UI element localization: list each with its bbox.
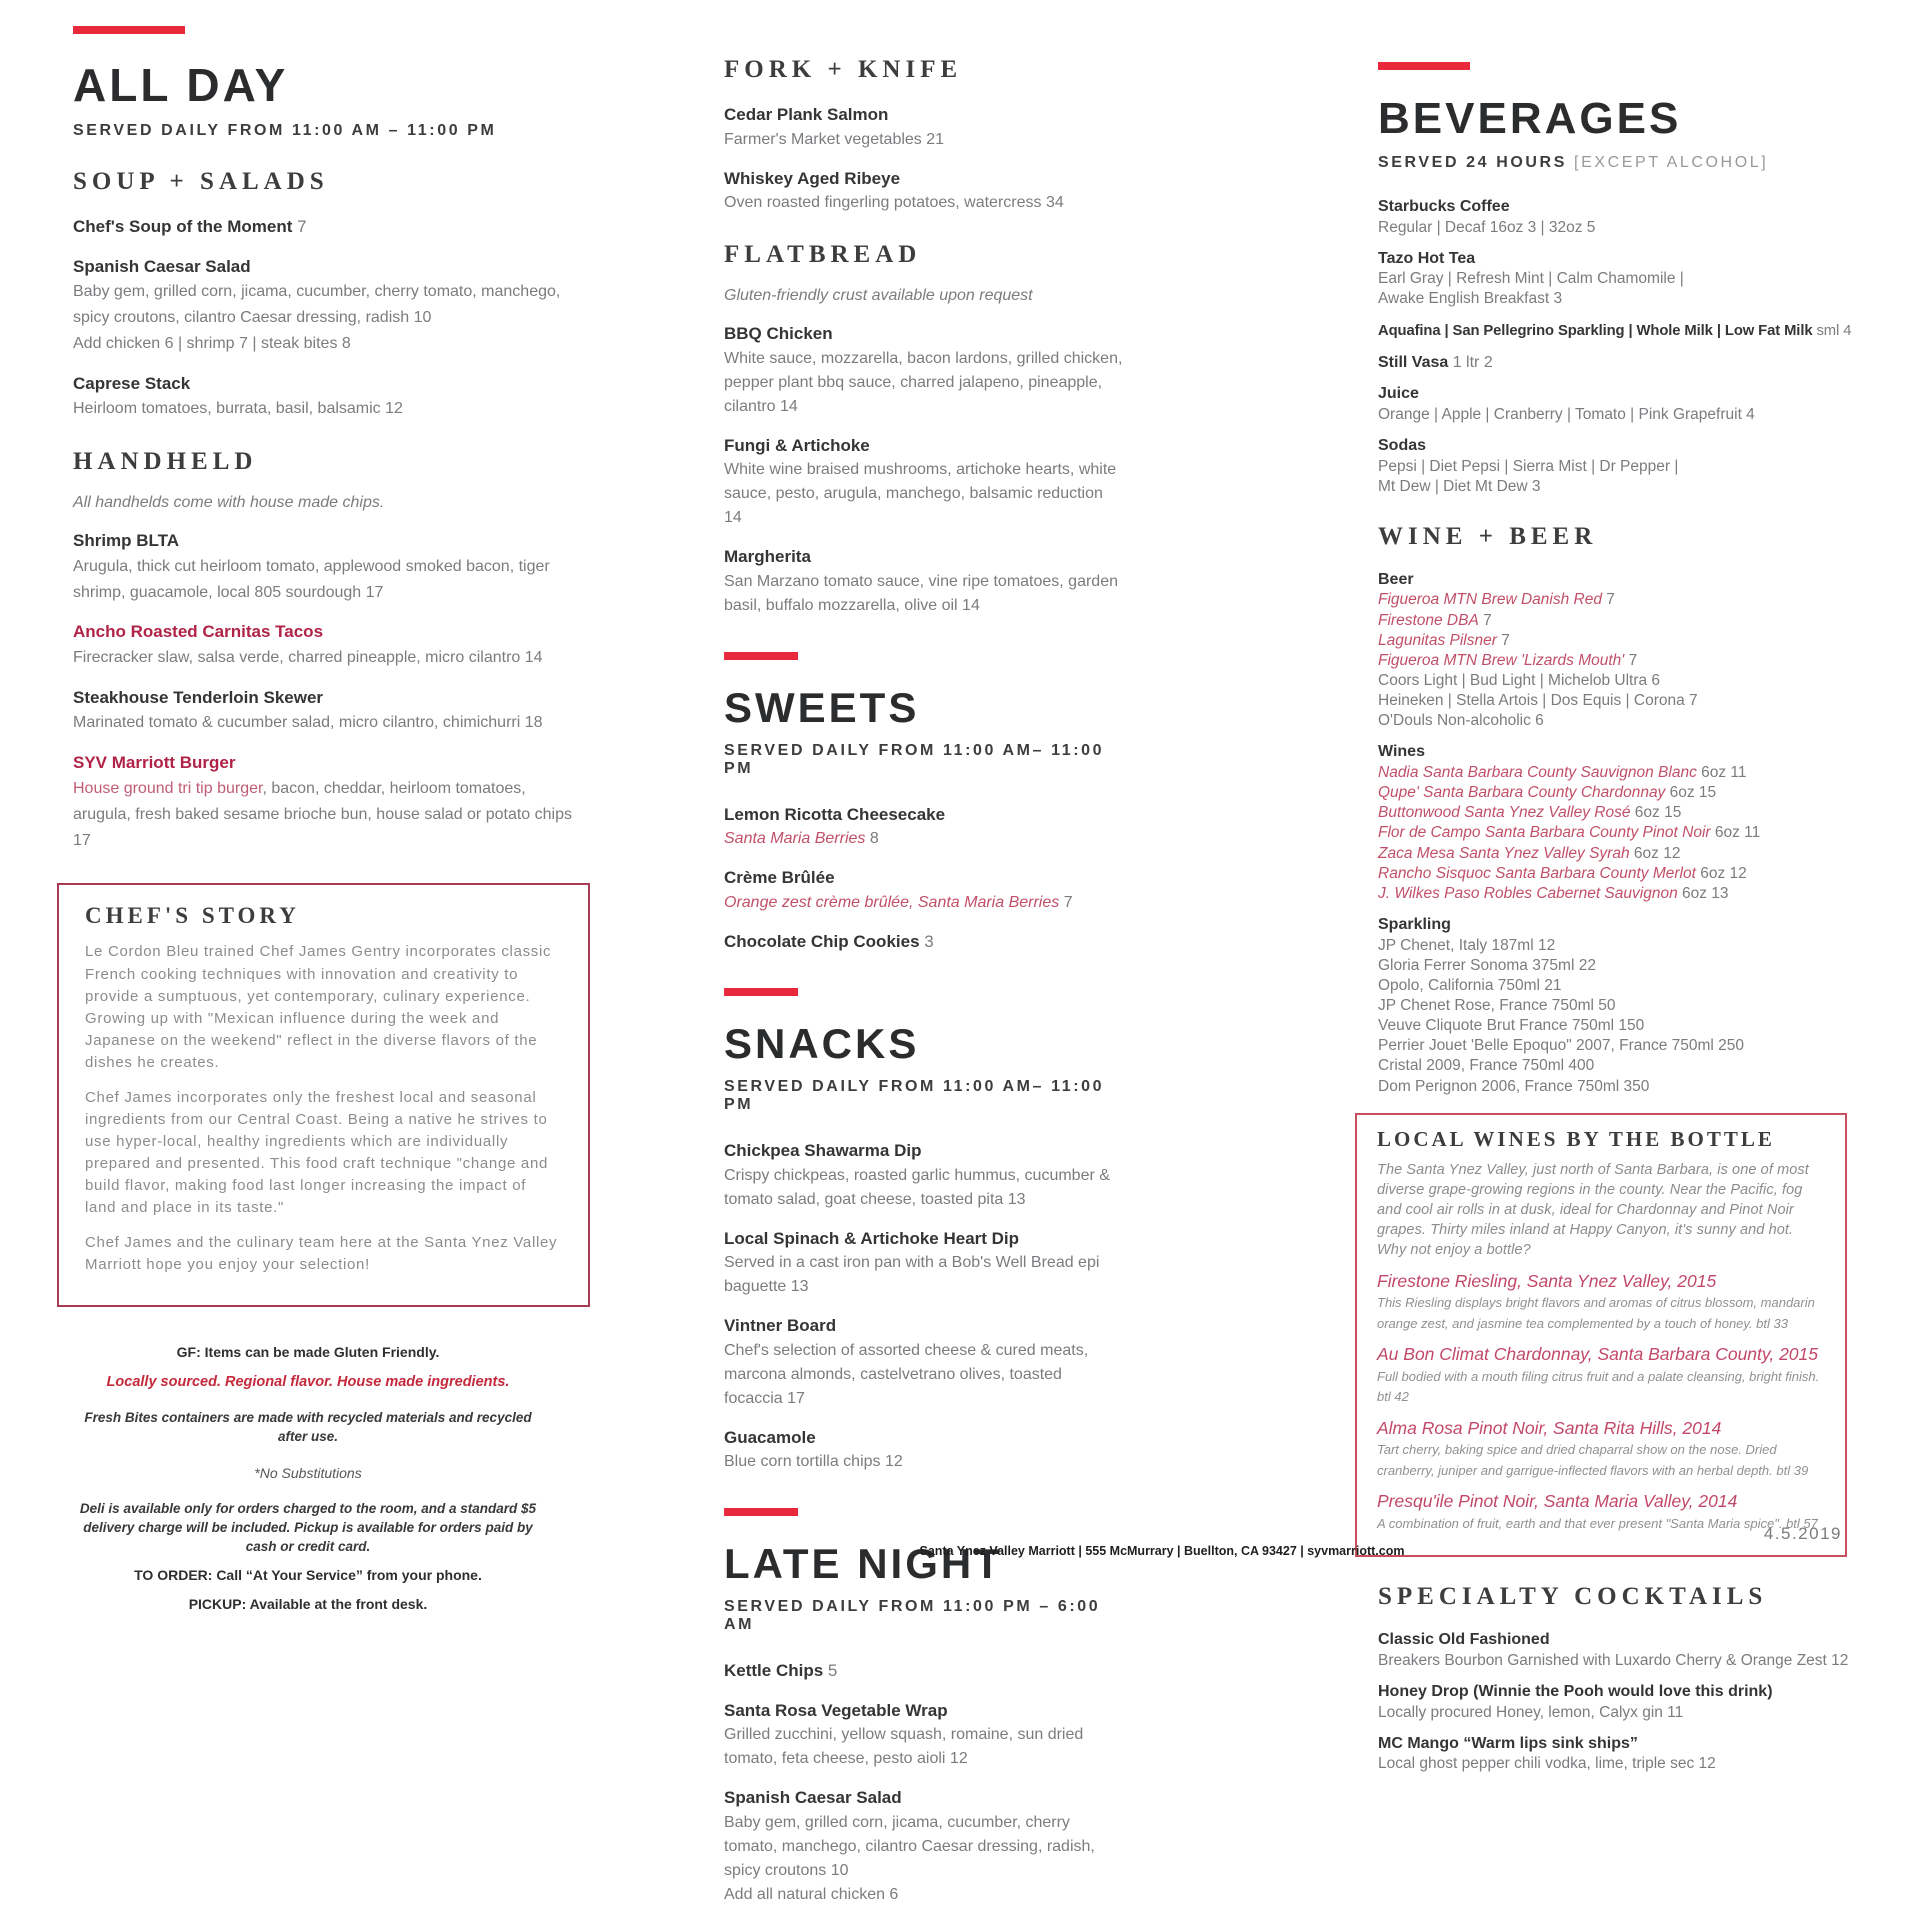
menu-item <box>1378 914 1868 1097</box>
menu-item <box>1378 320 1868 342</box>
item-description <box>1377 1293 1825 1334</box>
header-flatbread: FLATBREAD <box>724 241 922 268</box>
item-name <box>1377 1270 1825 1294</box>
menu-item <box>724 1226 1124 1300</box>
text-segment: Blue corn tortilla chips 12 <box>724 1453 903 1470</box>
item-description <box>1377 1440 1825 1481</box>
menu-item <box>1378 1733 1868 1775</box>
item-name <box>724 1698 1124 1724</box>
menu-item <box>724 802 1124 852</box>
menu-item <box>1378 248 1868 310</box>
footnote: PICKUP: Available at the front desk. <box>188 1595 428 1612</box>
text-segment: [EXCEPT ALCOHOL] <box>1574 154 1769 171</box>
item-description <box>73 331 575 357</box>
menu-item <box>724 166 1124 216</box>
text-segment: sml 4 <box>1812 322 1852 339</box>
text-segment: Caprese Stack <box>73 373 191 393</box>
text-segment: Veuve Cliquote Brut France 750ml 150 <box>1378 1017 1645 1035</box>
text-segment: SERVED DAILY FROM 11:00 AM – 11:00 PM <box>73 122 497 139</box>
text-segment: Heineken | Stella Artois | Dos Equis | Corona 7 <box>1378 692 1698 710</box>
item-name <box>724 166 1124 192</box>
text-segment: , bacon, cheddar, heirloom tomatoes, arugula, fresh baked sesame brioche bun, house salad or potato chips 17 <box>73 779 572 849</box>
text-segment: 3 <box>919 931 934 951</box>
text-segment: 7 <box>1601 591 1615 609</box>
text-segment: Locally procured Honey, lemon, Calyx gin 11 <box>1378 1703 1684 1721</box>
text-segment: Alma Rosa Pinot Noir, Santa Rita Hills, 2014 <box>1377 1417 1722 1438</box>
menu-item <box>724 929 1124 955</box>
text-segment: Baby gem, grilled corn, jicama, cucumber, cherry tomato, manchego, cilantro Caesar dressing, radish, spicy croutons 10 <box>724 1813 1095 1879</box>
text-segment: Wines <box>1378 743 1425 761</box>
header-specialty-cocktails: SPECIALTY COCKTAILS <box>1378 1583 1768 1611</box>
section-title-sweets: SWEETS <box>724 683 920 731</box>
text-segment: A combination of fruit, earth and that ever present "Santa Maria spice". btl 57 <box>1377 1515 1818 1531</box>
text-segment: 6oz 15 <box>1630 804 1682 822</box>
item-name <box>724 1425 1124 1451</box>
text-segment: Aquafina | San Pellegrino Sparkling | Whole Milk | Low Fat Milk <box>1378 322 1813 339</box>
section-title-all-day: ALL DAY <box>73 59 289 111</box>
accent-bar <box>724 652 798 660</box>
item-description <box>724 1339 1124 1411</box>
item-description <box>724 347 1124 419</box>
item-description <box>724 1883 1124 1907</box>
text-segment: Firestone Riesling, Santa Ynez Valley, 2015 <box>1377 1270 1717 1291</box>
text-segment: Pepsi | Diet Pepsi | Sierra Mist | Dr Pepper | <box>1378 457 1679 475</box>
item-name <box>724 321 1124 347</box>
menu-item <box>1378 1629 1868 1671</box>
item-description <box>1378 477 1868 497</box>
text-segment: Breakers Bourbon Garnished with Luxardo Cherry & Orange Zest 12 <box>1378 1651 1849 1669</box>
text-segment: Zaca Mesa Santa Ynez Valley Syrah <box>1378 844 1630 862</box>
text-segment: Nadia Santa Barbara County Sauvignon Blanc <box>1378 763 1697 781</box>
menu-item <box>724 1698 1124 1772</box>
item-description <box>1378 269 1868 289</box>
accent-bar <box>724 1508 798 1516</box>
item-description <box>724 191 1124 215</box>
item-description <box>1378 1077 1868 1097</box>
footnote: GF: Items can be made Gluten Friendly. <box>176 1344 440 1361</box>
text-segment: Lemon Ricotta Cheesecake <box>724 804 946 824</box>
chef-story-paragraph: Chef James and the culinary team here at the Santa Ynez Valley Marriott hope you enjoy your selection! <box>85 1234 558 1274</box>
menu-item <box>724 321 1124 419</box>
item-name <box>1378 1733 1868 1755</box>
item-name <box>1378 383 1868 405</box>
item-name <box>724 1226 1124 1252</box>
text-segment: Rancho Sisquoc Santa Barbara County Merlot <box>1378 864 1696 882</box>
item-name <box>1378 435 1868 457</box>
text-segment: Guacamole <box>724 1427 816 1447</box>
text-segment: Opolo, California 750ml 21 <box>1378 976 1562 994</box>
text-segment: Orange | Apple | Cranberry | Tomato | Pink Grapefruit 4 <box>1378 405 1755 423</box>
text-segment: MC Mango “Warm lips sink ships” <box>1378 1734 1638 1752</box>
text-segment: Santa Rosa Vegetable Wrap <box>724 1700 948 1720</box>
local-wines-intro: The Santa Ynez Valley, just north of Santa Barbara, is one of most diverse grape-growing regions in the county. Near the Pacific, fog and cool air rolls in at dusk, ideal for Chardonnay and Pinot Noir grapes. Thirty miles inland at Happy Canyon, it's sunny and hot. Why not enjoy a bottle? <box>1377 1161 1809 1258</box>
menu-item <box>724 433 1124 531</box>
chef-story-paragraph: Le Cordon Bleu trained Chef James Gentry incorporates classic French cooking techniques with innovation and creativity to provide a sumptuous, yet contemporary, culinary experience. Growing up with "Mexican influence during the week and Japanese on the weekend" reflect in the diverse flavors of the dishes he creates. <box>85 943 552 1071</box>
menu-item <box>73 371 575 422</box>
text-segment: Santa Maria Berries <box>724 830 866 847</box>
text-segment: 6oz 12 <box>1629 844 1681 862</box>
flatbread-note: Gluten-friendly crust available upon request <box>724 287 1033 304</box>
text-segment: Chef's selection of assorted cheese & cured meats, marcona almonds, castelvetrano olives, toasted focaccia 17 <box>724 1341 1089 1407</box>
menu-item <box>73 685 575 736</box>
text-segment: Margherita <box>724 547 811 566</box>
text-segment: 7 <box>1496 631 1510 649</box>
footnotes <box>73 1343 543 1614</box>
menu-item <box>724 1138 1124 1212</box>
text-segment: Classic Old Fashioned <box>1378 1631 1550 1649</box>
menu-item <box>1377 1343 1825 1408</box>
text-segment: Oven roasted fingerling potatoes, watercress 34 <box>724 194 1064 211</box>
header-soup-salads: SOUP + SALADS <box>73 168 329 195</box>
text-segment: BBQ Chicken <box>724 324 833 343</box>
footnote: *No Substitutions <box>254 1464 362 1481</box>
text-segment: 8 <box>865 830 879 847</box>
item-description <box>1378 884 1868 904</box>
text-segment: Sparkling <box>1378 915 1451 933</box>
item-name <box>1378 196 1868 218</box>
text-segment: Lagunitas Pilsner <box>1378 631 1497 649</box>
text-segment: Tazo Hot Tea <box>1378 249 1476 267</box>
section-hours-sweets <box>724 742 1124 778</box>
item-description <box>1378 956 1868 976</box>
text-segment: 6oz 12 <box>1695 864 1747 882</box>
menu-item <box>1378 569 1868 732</box>
item-name <box>73 371 575 397</box>
item-name <box>1378 320 1868 342</box>
header-handheld: HANDHELD <box>73 448 258 476</box>
item-description <box>724 1450 1124 1474</box>
item-description <box>1378 864 1868 884</box>
menu-item <box>73 528 575 605</box>
footnote: TO ORDER: Call “At Your Service” from your phone. <box>134 1567 482 1584</box>
menu-item <box>73 254 575 357</box>
text-segment: Spanish Caesar Salad <box>724 1788 902 1807</box>
text-segment: SERVED DAILY FROM 11:00 AM– 11:00 PM <box>724 741 1105 777</box>
text-segment: O'Douls Non-alcoholic 6 <box>1378 712 1544 730</box>
text-segment: Sodas <box>1378 436 1427 454</box>
item-description <box>1378 457 1868 477</box>
text-segment: Served in a cast iron pan with a Bob's Well Bread epi baguette 13 <box>724 1254 1100 1295</box>
item-name <box>73 619 575 645</box>
item-description <box>1378 218 1868 238</box>
header-local-wines: LOCAL WINES BY THE BOTTLE <box>1377 1126 1775 1151</box>
handheld-note: All handhelds come with house made chips. <box>73 494 385 512</box>
section-title-late-night: LATE NIGHT <box>724 1540 1003 1587</box>
section-title-beverages: BEVERAGES <box>1378 94 1682 143</box>
footnote: Deli is available only for orders charged to the room, and a standard $5 delivery charge will be included. Pickup is available for orders paid by cash or credit card. <box>79 1501 537 1555</box>
menu-item <box>1378 196 1868 238</box>
chef-story-paragraph: Chef James incorporates only the freshest local and seasonal ingredients from our Central Coast. Being a native he strives to use hyper-local, healthy ingredients which are individually prepared and presented. This food craft technique "change and build flavor, making food last longer increasing the impact of land and place in its taste." <box>85 1088 549 1216</box>
text-segment: Full bodied with a mouth filing citrus fruit and a palate cleansing, bright finish. btl 42 <box>1377 1368 1820 1405</box>
text-segment: Presqu'ile Pinot Noir, Santa Maria Valley, 2014 <box>1377 1491 1738 1512</box>
text-segment: Fungi & Artichoke <box>724 435 870 455</box>
item-description <box>1378 590 1868 610</box>
item-name <box>724 929 1124 955</box>
text-segment: Chickpea Shawarma Dip <box>724 1141 922 1160</box>
item-name <box>73 750 575 776</box>
text-segment: White wine braised mushrooms, artichoke hearts, white sauce, pesto, arugula, manchego, balsamic reduction 14 <box>724 461 1117 526</box>
item-name <box>73 528 575 554</box>
text-segment: SYV Marriott Burger <box>73 753 236 773</box>
item-name <box>724 802 1124 828</box>
text-segment: Juice <box>1378 385 1419 403</box>
item-description <box>73 554 575 606</box>
text-segment: Earl Gray | Refresh Mint | Calm Chamomile | <box>1378 270 1684 288</box>
item-description <box>1378 671 1868 691</box>
text-segment: 5 <box>823 1661 838 1680</box>
text-segment: Gloria Ferrer Sonoma 375ml 22 <box>1378 956 1596 974</box>
text-segment: JP Chenet, Italy 187ml 12 <box>1378 936 1556 954</box>
text-segment: Firecracker slaw, salsa verde, charred pineapple, micro cilantro 14 <box>73 648 543 666</box>
item-description <box>1378 844 1868 864</box>
text-segment: Still Vasa <box>1378 353 1449 371</box>
item-description <box>73 645 575 671</box>
text-segment: 7 <box>1478 611 1492 629</box>
item-name <box>724 102 1124 128</box>
item-description <box>1378 289 1868 309</box>
text-segment: San Marzano tomato sauce, vine ripe tomatoes, garden basil, buffalo mozzarella, olive oil 14 <box>724 572 1118 614</box>
text-segment: Chef's Soup of the Moment <box>73 217 293 236</box>
item-description <box>1378 631 1868 651</box>
header-chefs-story: CHEF'S STORY <box>85 903 300 929</box>
item-description <box>73 396 575 422</box>
text-segment: Grilled zucchini, yellow squash, romaine, sun dried tomato, feta cheese, pesto aioli 12 <box>724 1726 1084 1767</box>
item-description <box>73 710 575 736</box>
item-name <box>1378 352 1868 374</box>
text-segment: Au Bon Climat Chardonnay, Santa Barbara County, 2015 <box>1377 1344 1819 1365</box>
text-segment: Local ghost pepper chili vodka, lime, triple sec 12 <box>1378 1755 1716 1773</box>
text-segment: Figueroa MTN Brew Danish Red <box>1378 591 1602 609</box>
item-name <box>1378 1629 1868 1651</box>
text-segment: 7 <box>292 217 307 236</box>
footnote: Locally sourced. Regional flavor. House made ingredients. <box>106 1373 510 1390</box>
text-segment: 7 <box>1059 893 1073 911</box>
text-segment: 6oz 11 <box>1710 824 1761 842</box>
item-name <box>724 1785 1124 1811</box>
text-segment: JP Chenet Rose, France 750ml 50 <box>1378 996 1616 1014</box>
text-segment: Dom Perignon 2006, France 750ml 350 <box>1378 1077 1650 1095</box>
text-segment: Add chicken 6 | shrimp 7 | steak bites 8 <box>73 334 351 352</box>
menu-item <box>1378 741 1868 904</box>
item-name <box>1378 569 1868 591</box>
text-segment: Add all natural chicken 6 <box>724 1885 899 1903</box>
text-segment: SERVED DAILY FROM 11:00 AM– 11:00 PM <box>724 1078 1105 1113</box>
text-segment: Crispy chickpeas, roasted garlic hummus, cucumber & tomato salad, goat cheese, toasted pita 13 <box>724 1166 1110 1208</box>
menu-item <box>724 1425 1124 1475</box>
text-segment: Beer <box>1378 570 1414 588</box>
item-name <box>724 544 1124 570</box>
text-segment: Cristal 2009, France 750ml 400 <box>1378 1057 1595 1075</box>
text-segment: Vintner Board <box>724 1316 837 1335</box>
item-description <box>724 1251 1124 1299</box>
item-description <box>724 458 1124 530</box>
item-name <box>1377 1490 1825 1514</box>
text-segment: Shrimp BLTA <box>73 531 180 551</box>
item-description <box>1378 405 1868 425</box>
text-segment: Regular | Decaf 16oz 3 | 32oz 5 <box>1378 218 1596 236</box>
header-fork-knife: FORK + KNIFE <box>724 56 963 83</box>
menu-item <box>724 1658 1124 1684</box>
text-segment: Arugula, thick cut heirloom tomato, applewood smoked bacon, tiger shrimp, guacamole, local 805 sourdough 17 <box>73 557 550 601</box>
item-description <box>1378 996 1868 1016</box>
menu-item <box>724 544 1124 618</box>
item-description <box>1378 763 1868 783</box>
item-description <box>1378 1651 1868 1671</box>
text-segment: Qupe' Santa Barbara County Chardonnay <box>1378 784 1666 802</box>
section-hours-late-night <box>724 1598 1124 1634</box>
item-name <box>1378 1681 1868 1703</box>
column-beverages <box>1378 0 1868 1785</box>
text-segment: Crème Brûlée <box>724 868 835 887</box>
item-description <box>1378 823 1868 843</box>
menu-item <box>724 1313 1124 1411</box>
section-title-snacks: SNACKS <box>724 1020 920 1067</box>
text-segment: White sauce, mozzarella, bacon lardons, grilled chicken, pepper plant bbq sauce, charred jalapeno, pineapple, cilantro 14 <box>724 349 1123 415</box>
text-segment: 6oz 11 <box>1696 763 1747 781</box>
item-description <box>1378 711 1868 731</box>
item-description <box>1378 1754 1868 1774</box>
item-name <box>1377 1417 1825 1441</box>
item-description <box>724 1811 1124 1883</box>
item-description <box>724 570 1124 618</box>
text-segment: 6oz 13 <box>1677 884 1729 902</box>
item-name <box>724 433 1124 459</box>
item-description <box>1378 936 1868 956</box>
text-segment: Firestone DBA <box>1378 611 1479 629</box>
text-segment: House ground tri tip burger <box>73 779 263 797</box>
menu-item <box>1378 352 1868 374</box>
item-description <box>1378 976 1868 996</box>
item-description <box>73 776 575 854</box>
text-segment: Honey Drop (Winnie the Pooh would love this drink) <box>1378 1683 1773 1701</box>
menu-item <box>73 750 575 853</box>
menu-item <box>1378 383 1868 425</box>
menu-item <box>1377 1270 1825 1335</box>
text-segment: Mt Dew | Diet Mt Dew 3 <box>1378 477 1541 495</box>
text-segment: 1 ltr 2 <box>1448 353 1493 371</box>
text-segment: Kettle Chips <box>724 1661 824 1680</box>
text-segment: Orange zest crème brûlée, Santa Maria Berries <box>724 893 1060 911</box>
item-description <box>1378 803 1868 823</box>
text-segment: Tart cherry, baking spice and dried chaparral show on the nose. Dried cranberry, juniper and garrigue-inflected flavors with an herbal depth. btl 39 <box>1377 1442 1809 1478</box>
section-hours-all-day <box>73 122 575 140</box>
item-description <box>1378 783 1868 803</box>
item-description <box>724 827 1124 851</box>
text-segment: Marinated tomato & cucumber salad, micro cilantro, chimichurri 18 <box>73 714 543 732</box>
chef-story-box <box>57 883 590 1307</box>
item-name <box>73 685 575 711</box>
menu-item <box>1378 1681 1868 1723</box>
text-segment: Buttonwood Santa Ynez Valley Rosé <box>1378 804 1631 822</box>
menu-item <box>724 102 1124 152</box>
text-segment: Steakhouse Tenderloin Skewer <box>73 687 324 707</box>
text-segment: Flor de Campo Santa Barbara County Pinot Noir <box>1378 824 1711 842</box>
text-segment: Cedar Plank Salmon <box>724 105 889 124</box>
text-segment: Whiskey Aged Ribeye <box>724 168 901 188</box>
accent-bar <box>73 26 185 34</box>
text-segment: Ancho Roasted Carnitas Tacos <box>73 622 324 642</box>
text-segment: Awake English Breakfast 3 <box>1378 290 1563 308</box>
item-name <box>73 254 575 280</box>
text-segment: Spanish Caesar Salad <box>73 256 251 276</box>
item-name <box>724 1313 1124 1339</box>
item-description <box>1378 1703 1868 1723</box>
menu-item <box>724 865 1124 915</box>
header-wine-beer: WINE + BEER <box>1378 522 1598 550</box>
item-description <box>1377 1367 1825 1408</box>
menu-item <box>1377 1417 1825 1482</box>
footnote: Fresh Bites containers are made with recycled materials and recycled after use. <box>84 1410 532 1444</box>
text-segment: SERVED 24 HOURS <box>1378 154 1575 171</box>
accent-bar <box>1378 62 1470 70</box>
section-hours-beverages <box>1378 154 1868 172</box>
item-name <box>724 1658 1124 1684</box>
text-segment: 6oz 15 <box>1665 784 1717 802</box>
text-segment: Starbucks Coffee <box>1378 198 1510 215</box>
item-description <box>1378 1016 1868 1036</box>
item-name <box>1377 1343 1825 1367</box>
item-description <box>724 1164 1124 1212</box>
menu-item <box>1378 435 1868 497</box>
item-name <box>724 865 1124 891</box>
text-segment: SERVED DAILY FROM 11:00 PM – 6:00 AM <box>724 1598 1101 1633</box>
menu-date: 4.5.2019 <box>1763 1524 1842 1543</box>
item-description <box>73 279 575 331</box>
menu-item <box>724 1785 1124 1907</box>
item-name <box>1378 741 1868 763</box>
text-segment: Coors Light | Bud Light | Michelob Ultra 6 <box>1378 671 1661 689</box>
column-all-day <box>73 0 575 1623</box>
item-description <box>1378 611 1868 631</box>
text-segment: Local Spinach & Artichoke Heart Dip <box>724 1228 1020 1248</box>
text-segment: J. Wilkes Paso Robles Cabernet Sauvignon <box>1378 884 1678 902</box>
footer-address: Santa Ynez Valley Marriott | 555 McMurrary | Buellton, CA 93427 | syvmarriott.com <box>919 1544 1405 1558</box>
text-segment: Chocolate Chip Cookies <box>724 931 920 951</box>
item-name <box>1378 914 1868 936</box>
item-description <box>1378 651 1868 671</box>
item-description <box>1378 691 1868 711</box>
item-name <box>724 1138 1124 1164</box>
menu-item <box>73 619 575 670</box>
text-segment: Figueroa MTN Brew 'Lizards Mouth' <box>1378 651 1625 669</box>
text-segment: Baby gem, grilled corn, jicama, cucumber, cherry tomato, manchego, spicy croutons, cilantro Caesar dressing, radish 10 <box>73 283 561 326</box>
text-segment: This Riesling displays bright flavors and aromas of citrus blossom, mandarin orange zest, and jasmine tea complemented by a touch of honey. btl 33 <box>1377 1295 1815 1331</box>
text-segment: Heirloom tomatoes, burrata, basil, balsamic 12 <box>73 400 403 418</box>
item-name <box>73 214 575 240</box>
item-description <box>724 891 1124 915</box>
column-center <box>724 0 1124 1921</box>
item-description <box>1378 1056 1868 1076</box>
item-description <box>724 128 1124 152</box>
item-description <box>724 1723 1124 1771</box>
menu-item <box>73 214 575 240</box>
section-hours-snacks <box>724 1078 1124 1114</box>
accent-bar <box>724 988 798 996</box>
local-wines-box <box>1355 1113 1847 1558</box>
text-segment: 7 <box>1624 651 1638 669</box>
item-description <box>1378 1036 1868 1056</box>
item-name <box>1378 248 1868 270</box>
text-segment: Farmer's Market vegetables 21 <box>724 130 945 148</box>
text-segment: Perrier Jouet 'Belle Epoquo" 2007, France 750ml 250 <box>1378 1037 1745 1055</box>
